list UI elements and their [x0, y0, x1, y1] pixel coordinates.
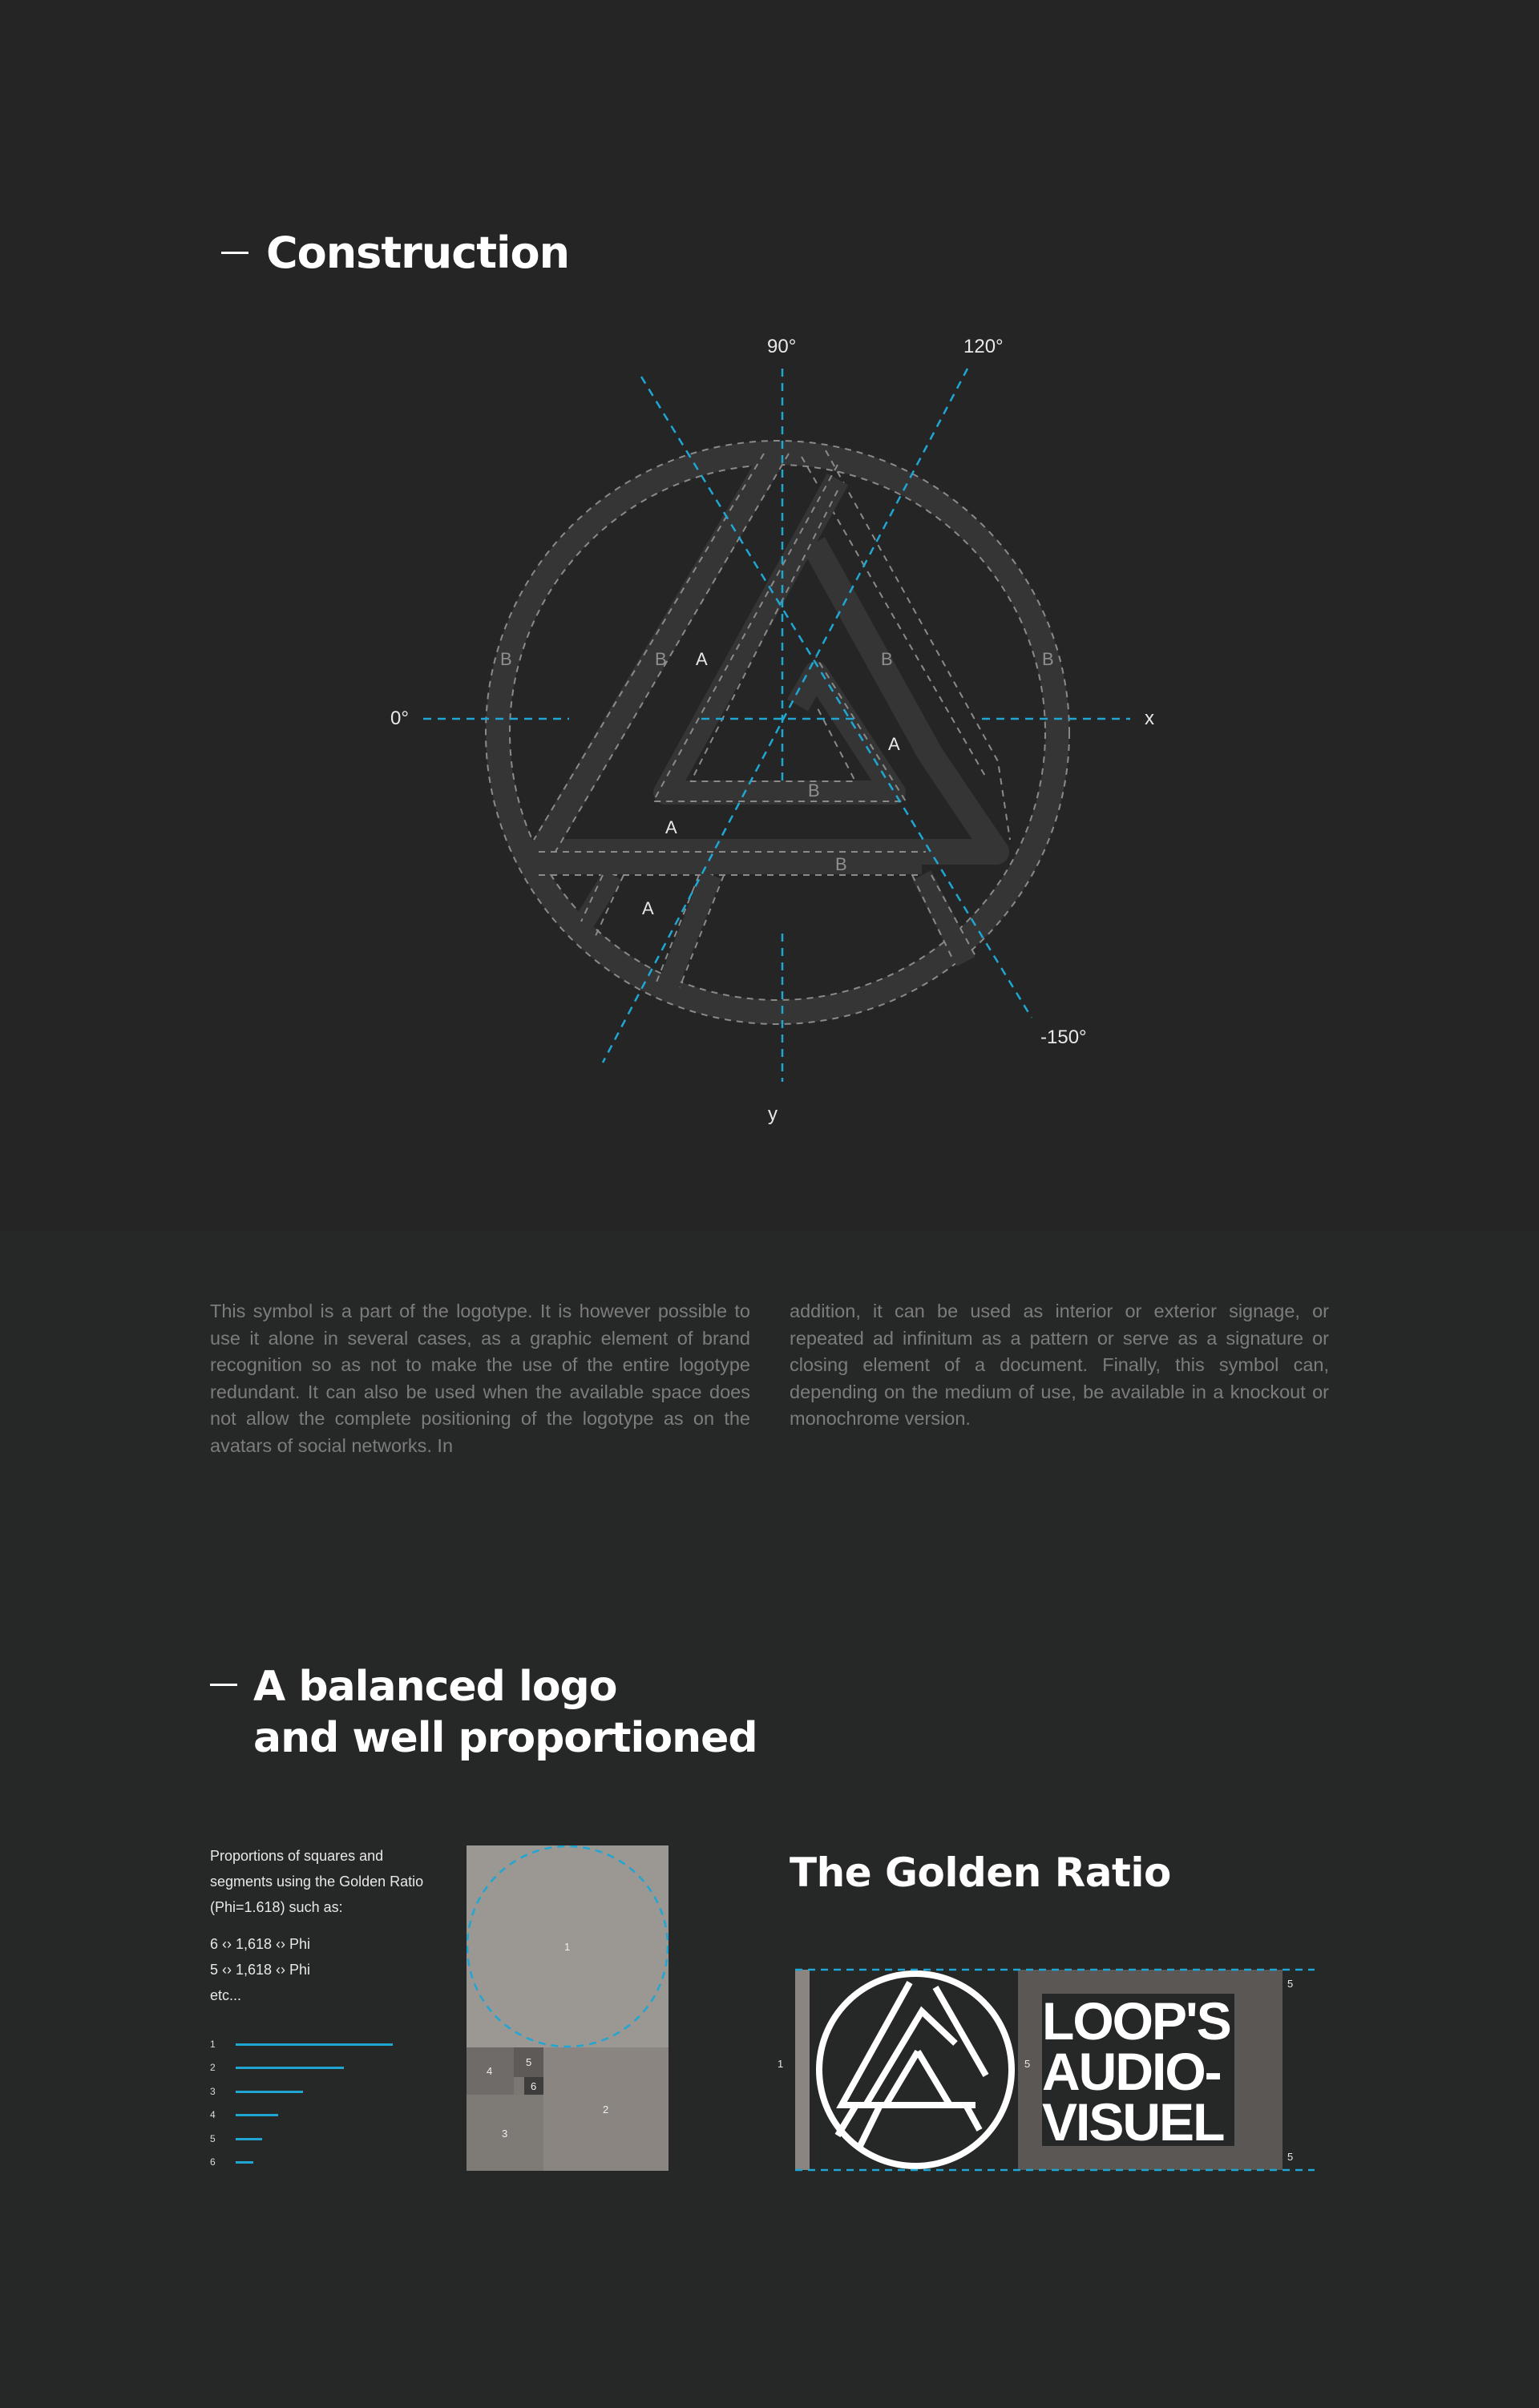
- square-2: 2: [603, 2103, 609, 2116]
- segment-line: [236, 2043, 393, 2046]
- segment-number: 1: [210, 2039, 216, 2050]
- marker-a: A: [888, 734, 900, 754]
- segment-line: [236, 2138, 262, 2140]
- golden-eq-3: etc...: [210, 1987, 242, 2003]
- golden-eq-1: 6 ‹› 1,618 ‹› Phi: [210, 1936, 311, 1952]
- label-120: 120°: [963, 336, 1004, 357]
- square-1: 1: [564, 1941, 571, 1953]
- logo-line-3: VISUEL: [1042, 2092, 1224, 2152]
- description-left: This symbol is a part of the logotype. It is however possible to use it alone in several cases, as a graphic element of brand recognition so as not to make the use of the entire logotype redundant. It can also be used when the available space does not allow the complete positioning of the logotype as on the avatars of social networks. In: [210, 1301, 750, 1456]
- label-x: x: [1145, 708, 1154, 729]
- square-5: 5: [526, 2056, 532, 2068]
- segment-line: [236, 2067, 344, 2069]
- label-minus-150: -150°: [1040, 1027, 1087, 1048]
- logo-line-2: AUDIO-: [1042, 2042, 1221, 2101]
- segment-number: 3: [210, 2085, 216, 2097]
- marker-b: B: [1042, 649, 1054, 669]
- label-y: y: [768, 1103, 778, 1125]
- ratio-label-5: 5: [1024, 2058, 1031, 2070]
- square-4: 4: [487, 2065, 493, 2077]
- golden-intro: Proportions of squares and segments using the Golden Ratio (Phi=1.618) such as:: [210, 1848, 424, 1915]
- description-right: addition, it can be used as interior or exterior signage, or repeated ad infinitum as a pattern or serve as a signature or closing element of a document. Finally, this symbol can, depending on the medium of use, be available in a knockout or monochrome version.: [790, 1301, 1329, 1429]
- golden-squares: [467, 1845, 669, 2171]
- marker-b: B: [808, 780, 820, 801]
- label-90: 90°: [767, 336, 797, 357]
- segment-number: 2: [210, 2062, 216, 2074]
- ratio-label-5: 5: [1287, 2151, 1294, 2163]
- marker-a: A: [665, 817, 677, 837]
- marker-b: B: [500, 649, 512, 669]
- segment-line: [236, 2161, 253, 2164]
- marker-a: A: [696, 649, 708, 669]
- logo-proportion-diagram: [770, 1955, 1331, 2180]
- square-3: 3: [502, 2128, 508, 2140]
- title-dash: [210, 1684, 237, 1686]
- segment-line: [236, 2114, 278, 2116]
- logo-mark: [819, 1974, 1012, 2166]
- segment-number: 6: [210, 2156, 216, 2168]
- marker-b: B: [881, 649, 893, 669]
- marker-b: B: [835, 854, 847, 874]
- golden-ratio-title: The Golden Ratio: [790, 1849, 1171, 1896]
- ratio-label-1: 1: [778, 2058, 784, 2070]
- golden-eq-2: 5 ‹› 1,618 ‹› Phi: [210, 1962, 311, 1978]
- square-6: 6: [531, 2080, 537, 2092]
- logo-line-1: LOOP'S: [1042, 1991, 1230, 2051]
- segment-number: 4: [210, 2109, 216, 2121]
- label-0: 0°: [390, 708, 409, 729]
- segment-line: [236, 2091, 303, 2093]
- ratio-label-5: 5: [1287, 1978, 1294, 1990]
- balanced-title: A balanced logo and well proportioned: [210, 1661, 757, 1764]
- construction-title: Construction: [221, 228, 569, 278]
- marker-b: B: [655, 649, 667, 669]
- marker-a: A: [642, 898, 654, 918]
- segment-number: 5: [210, 2132, 216, 2144]
